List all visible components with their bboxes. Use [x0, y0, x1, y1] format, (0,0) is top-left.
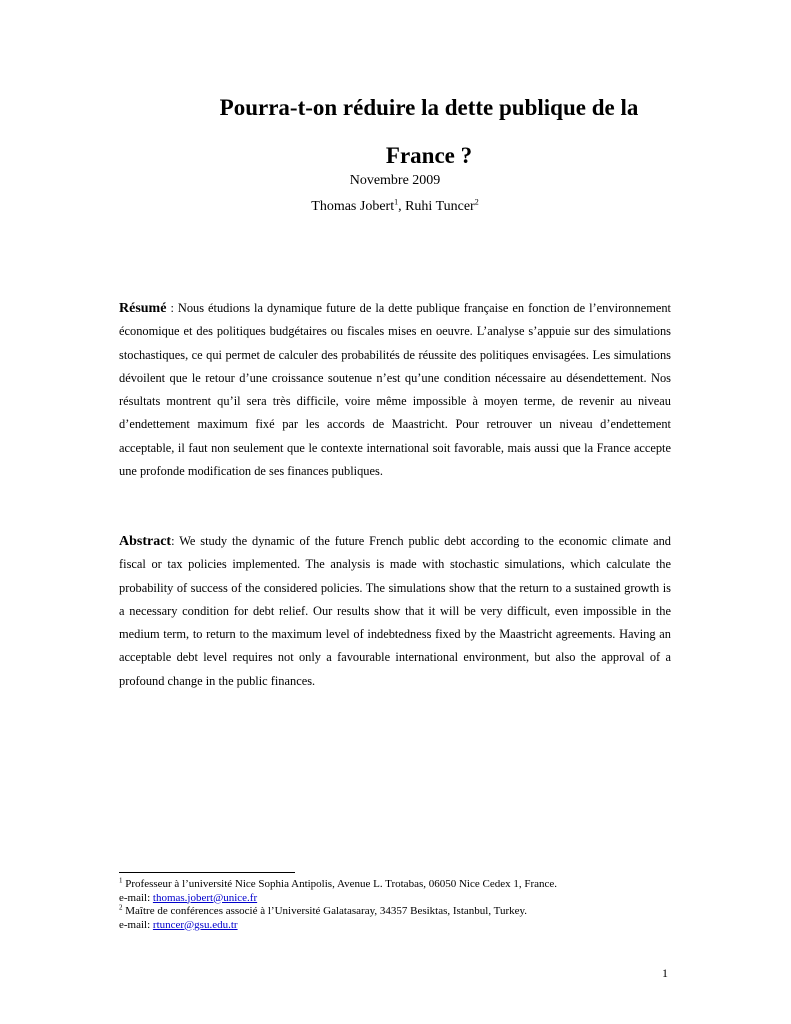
page-number: 1 — [662, 966, 668, 980]
footnote-2 — [119, 905, 679, 919]
title-line-1: Pourra-t-on réduire la dette publique de la — [219, 95, 639, 120]
title-line-2: France ? — [385, 143, 473, 168]
footnote-2-mark: 2 — [119, 903, 123, 912]
footnotes — [119, 878, 679, 932]
footnote-1-email-label: e-mail: — [119, 891, 153, 904]
footnote-1-email-line — [119, 892, 679, 906]
author-1: Thomas Jobert — [311, 199, 395, 214]
author-1-footnote-mark: 1 — [394, 197, 399, 207]
footnote-1-email-link[interactable]: thomas.jobert@unice.fr — [152, 891, 258, 904]
footnote-1 — [119, 878, 679, 892]
footnote-2-email-label: e-mail: — [119, 918, 153, 931]
author-2: Ruhi Tuncer — [405, 199, 475, 214]
abstract-label: Abstract — [119, 534, 172, 549]
paper-title — [119, 84, 739, 180]
footnote-2-email-line — [119, 919, 679, 933]
abstract-text: : We study the dynamic of the future French public debt according to the economic climate and fiscal or tax policies implemented. The analysis is made with stochastic simulations, which calculate the probability of success of the considered policies. The simulations show that the return to a sustained growth is a necessary condition for debt relief. Our results show that it will be very difficult, even impossible in the medium term, to return to the maximum level of indebtedness fixed by the Maastricht agreements. Having an acceptable debt level requires not only a favourable international environment, but also the approval of a profound change in the public finances. — [119, 534, 671, 688]
abstract-section — [119, 530, 671, 693]
author-2-footnote-mark: 2 — [474, 197, 479, 207]
footnote-1-mark: 1 — [119, 876, 123, 885]
resume-label: Résumé — [119, 301, 167, 316]
resume-text: : Nous étudions la dynamique future de la dette publique française en fonction de l’environnement économique et des politiques budgétaires ou fiscales mises en oeuvre. L’analyse s’appuie sur des simulations stochastiques, ce qui permet de calculer des probabilités de réussite des politiques envisagées. Les simulations dévoilent que le retour d’une croissance soutenue n’est qu’une condition nécessaire au désendettement. Nos résultats montrent qu’il sera très difficile, voire même impossible à moyen terme, de revenir au niveau d’endettement maximum fixé par les accords de Maastricht. Pour retrouver un niveau d’endettement acceptable, il faut non seulement que le contexte international soit favorable, mais aussi que la France accepte une profonde modification de ses finances publiques. — [119, 301, 671, 479]
author-line — [119, 199, 671, 215]
footnote-2-text: Maître de conférences associé à l’Université Galatasaray, 34357 Besiktas, Istanbul, Turkey. — [122, 905, 528, 917]
author-separator: , — [398, 199, 406, 214]
footnote-separator — [119, 872, 295, 873]
footnote-2-email-link[interactable]: rtuncer@gsu.edu.tr — [152, 918, 238, 931]
publication-date: Novembre 2009 — [349, 173, 441, 188]
footnote-1-text: Professeur à l’université Nice Sophia Antipolis, Avenue L. Trotabas, 06050 Nice Cedex 1, France. — [122, 878, 558, 890]
resume-section — [119, 297, 671, 483]
